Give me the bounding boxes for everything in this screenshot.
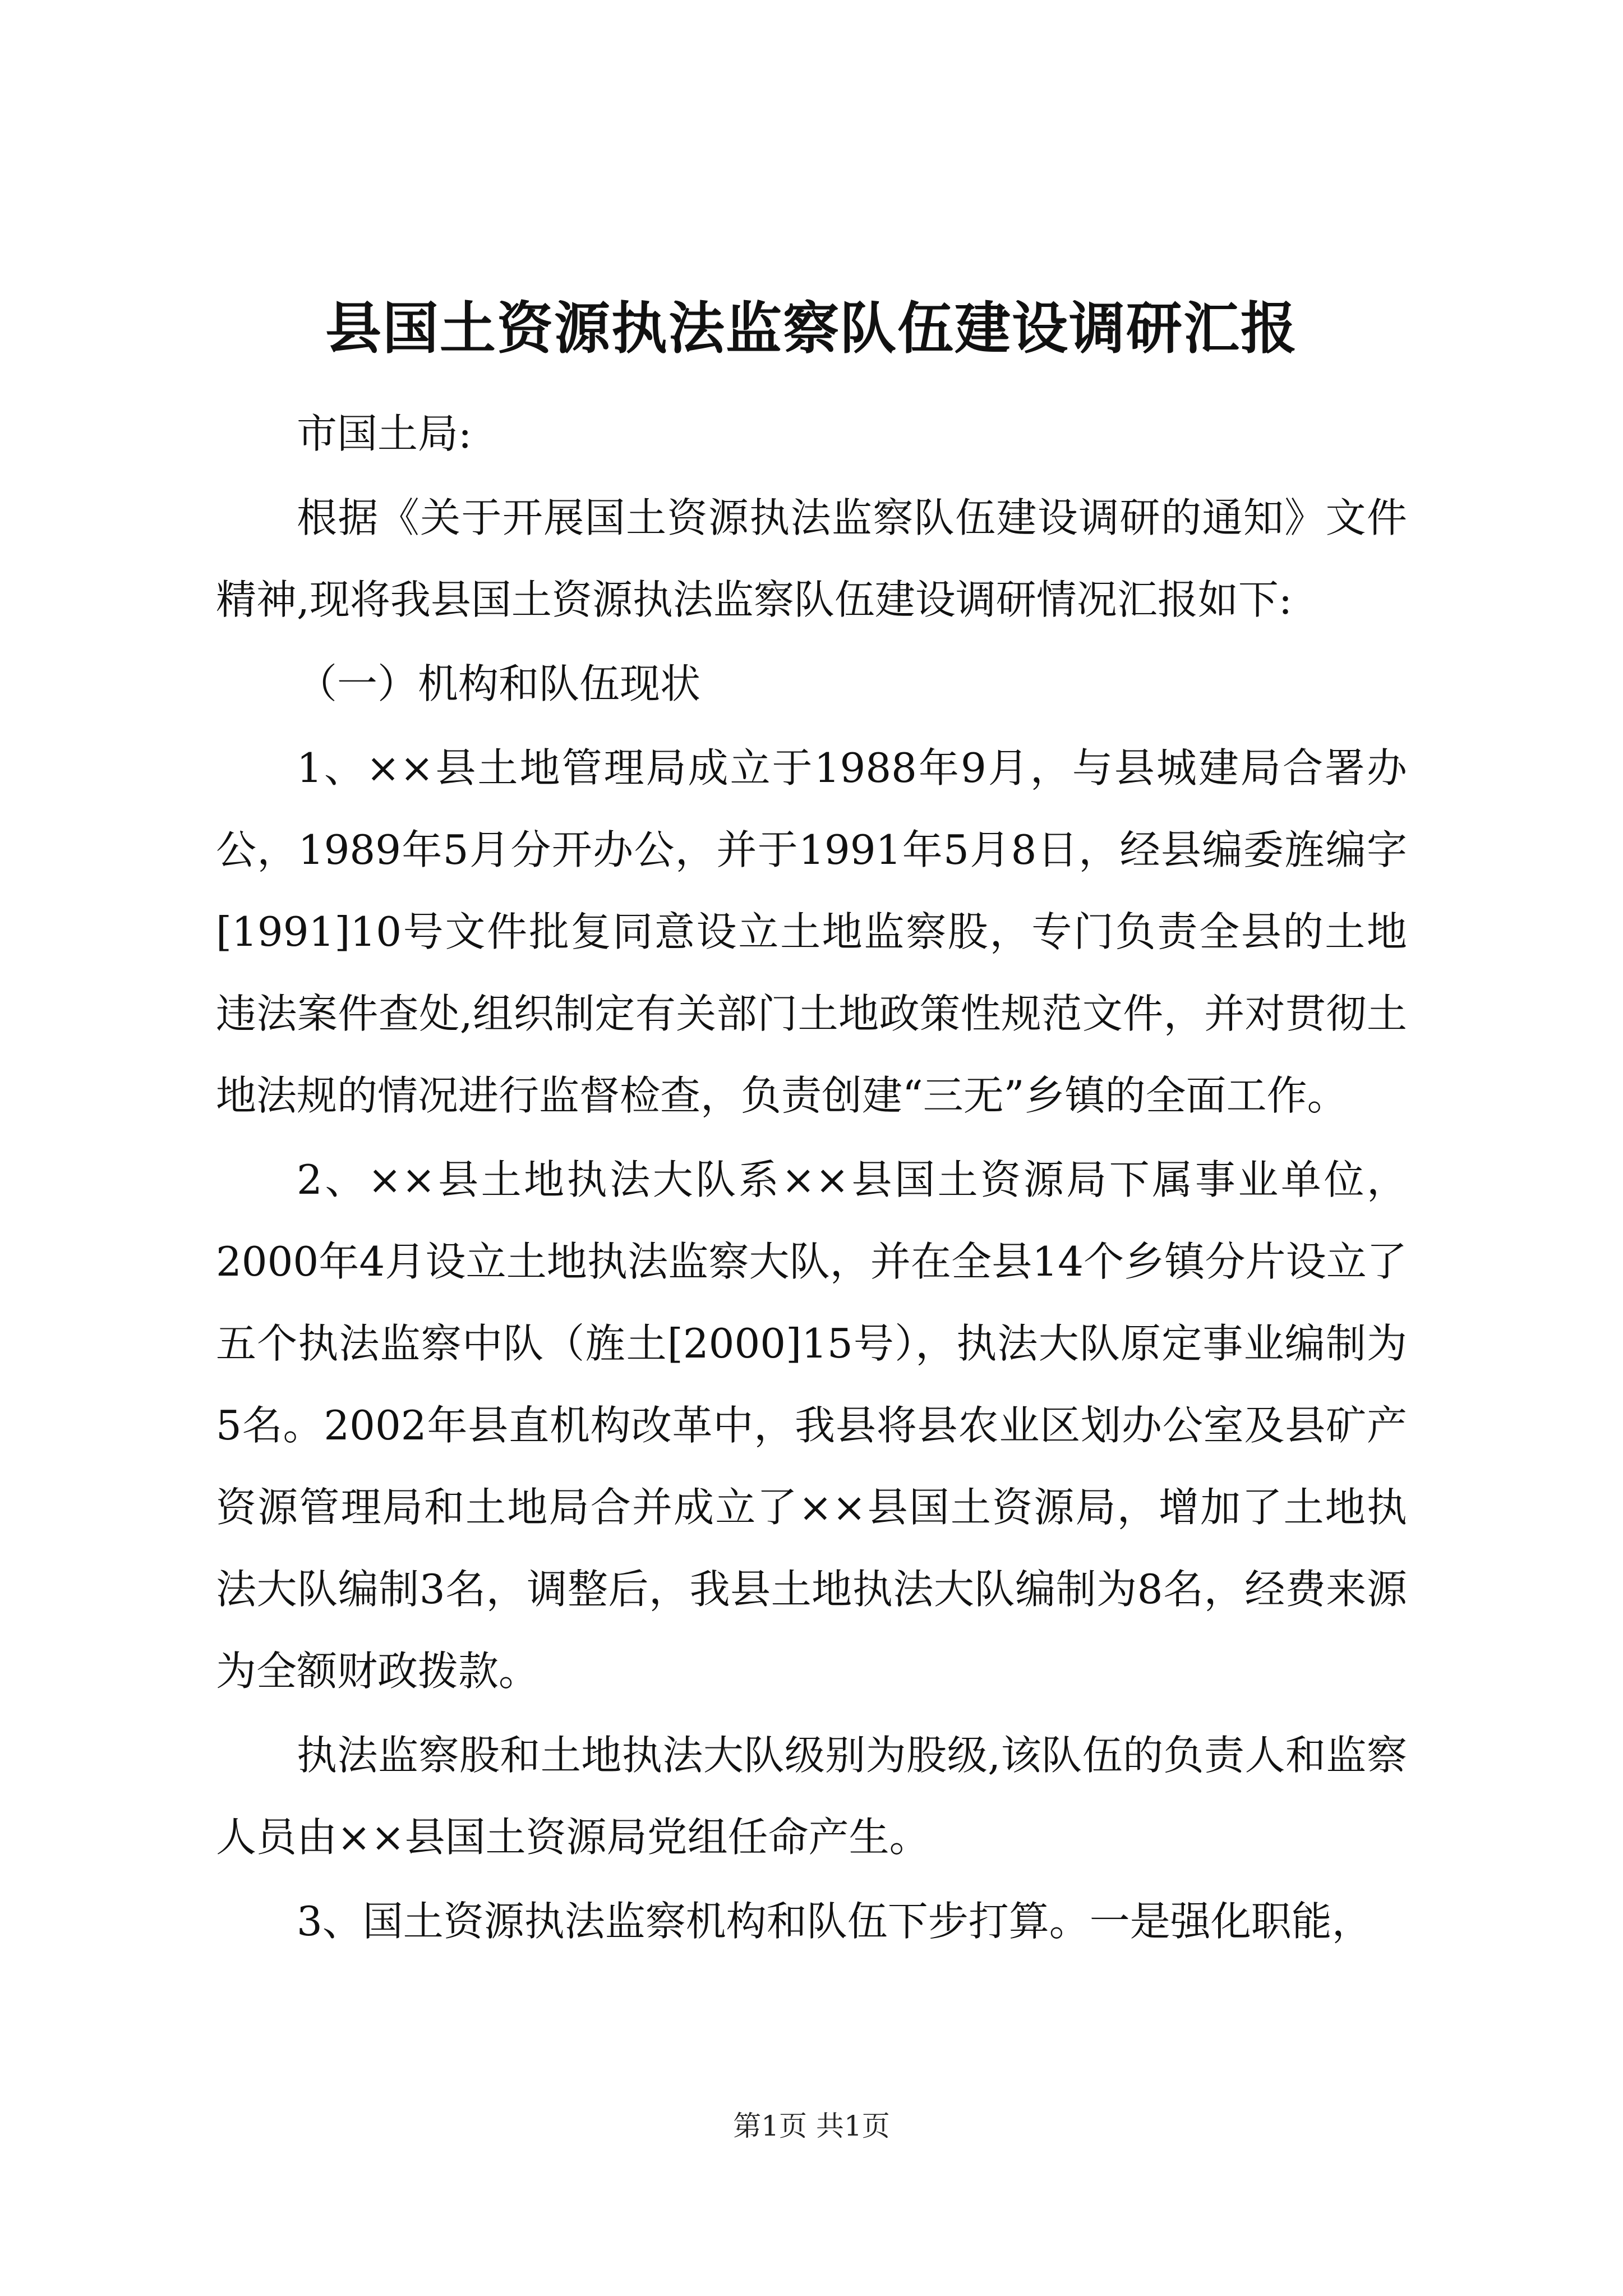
paragraph-item-1: 1、××县土地管理局成立于1988年9月，与县城建局合署办公，1989年5月分开办公，并于1991年5月8日，经县编委旌编字[1991]10号文件批复同意设立土地监察股，专门负责全县的土地违法案件查处,组织制定有关部门土地政策性规范文件，并对贯彻土地法规的情况进行监督检查，负责创建“三无”乡镇的全面工作。 (216, 744, 1407, 1119)
paragraph-intro: 根据《关于开展国土资源执法监察队伍建设调研的通知》文件精神,现将我县国土资源执法监察队伍建设调研情况汇报如下: (216, 494, 1407, 623)
salutation: 市国土局: (297, 410, 472, 457)
section-heading: （一）机构和队伍现状 (297, 660, 701, 707)
paragraph-item-2: 2、××县土地执法大队系××县国土资源局下属事业单位，2000年4月设立土地执法监察大队，并在全县14个乡镇分片设立了五个执法监察中队（旌土[2000]15号），执法大队原定事业编制为5名。2002年县直机构改革中，我县将县农业区划办公室及县矿产资源管理局和土地局合并成立了××县国土资源局，增加了土地执法大队编制3名，调整后，我县土地执法大队编制为8名，经费来源为全额财政拨款。 (216, 1156, 1407, 1695)
paragraph-supervision: 执法监察股和土地执法大队级别为股级,该队伍的负责人和监察人员由××县国土资源局党组任命产生。 (216, 1732, 1407, 1861)
page-footer: 第1页 共1页 (733, 2110, 890, 2142)
document-title: 县国土资源执法监察队伍建设调研汇报 (325, 295, 1298, 361)
document-body (216, 393, 1407, 1964)
paragraph-item-3: 3、国土资源执法监察机构和队伍下步打算。一是强化职能， (297, 1898, 1372, 1945)
